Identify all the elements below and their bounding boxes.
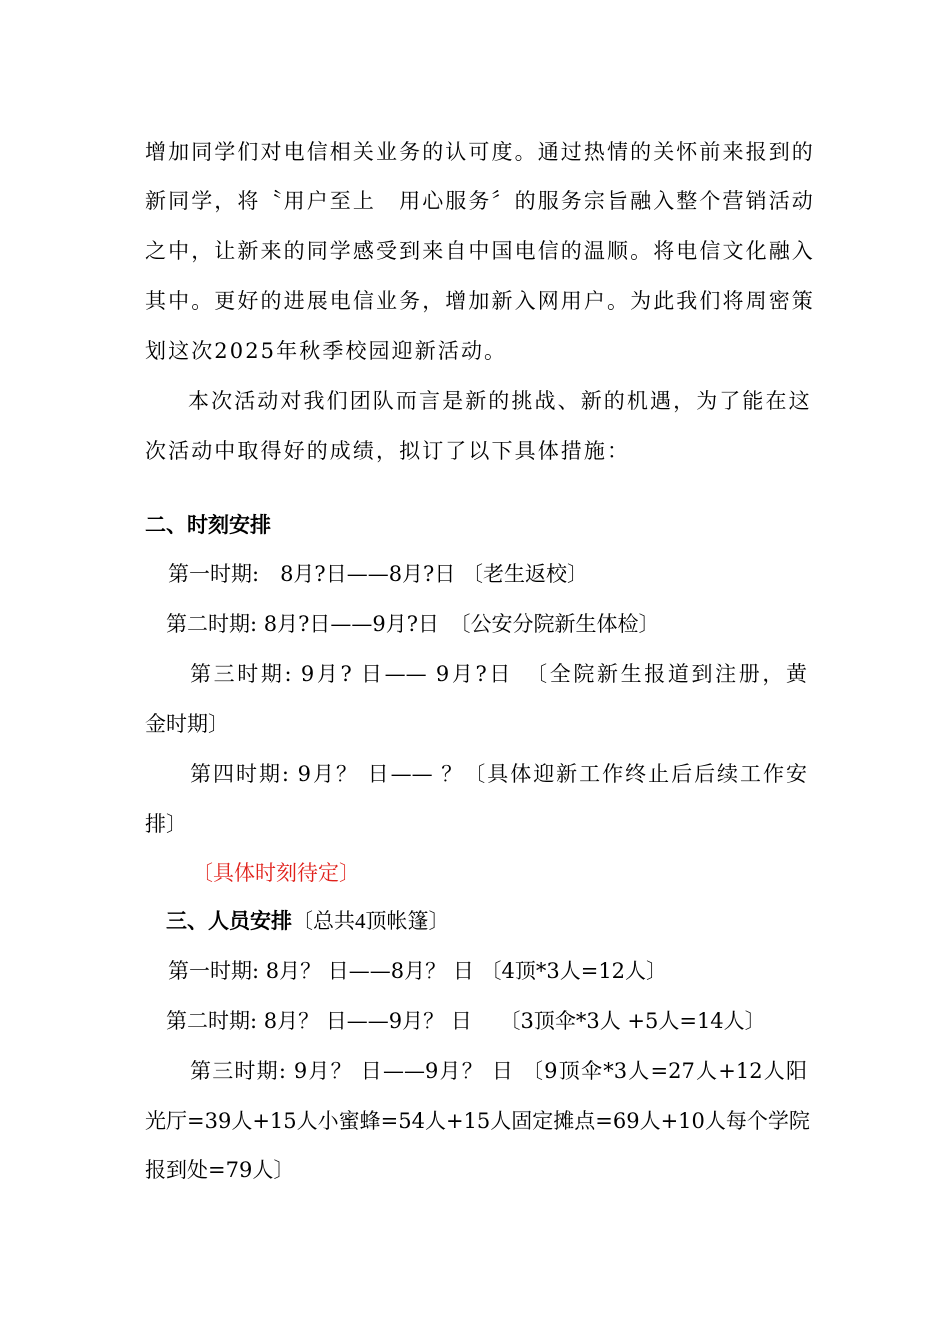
section3-phase-1: 第一时期: 8月？ 日——8月？ 日 〔4顶*3人=12人〕 — [168, 959, 668, 983]
section3-heading-sub: 〔总共4顶帐篷〕 — [292, 909, 450, 933]
intro-line-3: 之中，让新来的同学感受到来自中国电信的温顺。将电信文化融入 — [145, 239, 815, 263]
para2-line-2: 次活动中取得好的成绩，拟订了以下具体措施： — [145, 439, 631, 463]
section3-phase-3: 第三时期: 9月？ 日——9月？ 日 〔9顶伞*3人=27人+12人阳 — [190, 1059, 807, 1083]
section2-note: 〔具体时刻待定〕 — [192, 861, 360, 885]
section2-phase-4-cont: 排〕 — [145, 812, 187, 836]
section3-phase-3-cont-1: 光厅=39人+15人小蜜蜂=54人+15人固定摊点=69人+10人每个学院 — [145, 1109, 810, 1133]
intro-line-5: 划这次2025年秋季校园迎新活动。 — [145, 339, 508, 363]
section3-phase-3-cont-2: 报到处=79人〕 — [145, 1158, 295, 1182]
section2-phase-4: 第四时期: 9月？ 日—— ？〔具体迎新工作终止后后续工作安 — [190, 762, 807, 786]
section2-heading: 二、时刻安排 — [145, 513, 271, 537]
intro-line-2: 新同学，将〝用户至上 用心服务〞的服务宗旨融入整个营销活动 — [145, 189, 815, 213]
section3-heading-row — [166, 906, 766, 936]
para2-line-1: 本次活动对我们团队而言是新的挑战、新的机遇，为了能在这 — [188, 389, 812, 413]
section2-phase-3: 第三时期: 9月? 日—— 9月?日 〔全院新生报道到注册，黄 — [190, 662, 807, 686]
section3-heading: 三、人员安排 — [166, 909, 292, 933]
section2-phase-1: 第一时期: 8月?日——8月?日 〔老生返校〕 — [168, 562, 588, 586]
section3-phase-2: 第二时期: 8月？ 日——9月？ 日 〔3顶伞*3人 +5人=14人〕 — [166, 1009, 766, 1033]
section2-phase-3-cont: 金时期〕 — [145, 712, 229, 736]
intro-line-4: 其中。更好的进展电信业务，增加新入网用户。为此我们将周密策 — [145, 289, 815, 313]
section2-phase-2: 第二时期: 8月?日——9月?日 〔公安分院新生体检〕 — [166, 612, 660, 636]
intro-line-1: 增加同学们对电信相关业务的认可度。通过热情的关怀前来报到的 — [145, 140, 815, 164]
